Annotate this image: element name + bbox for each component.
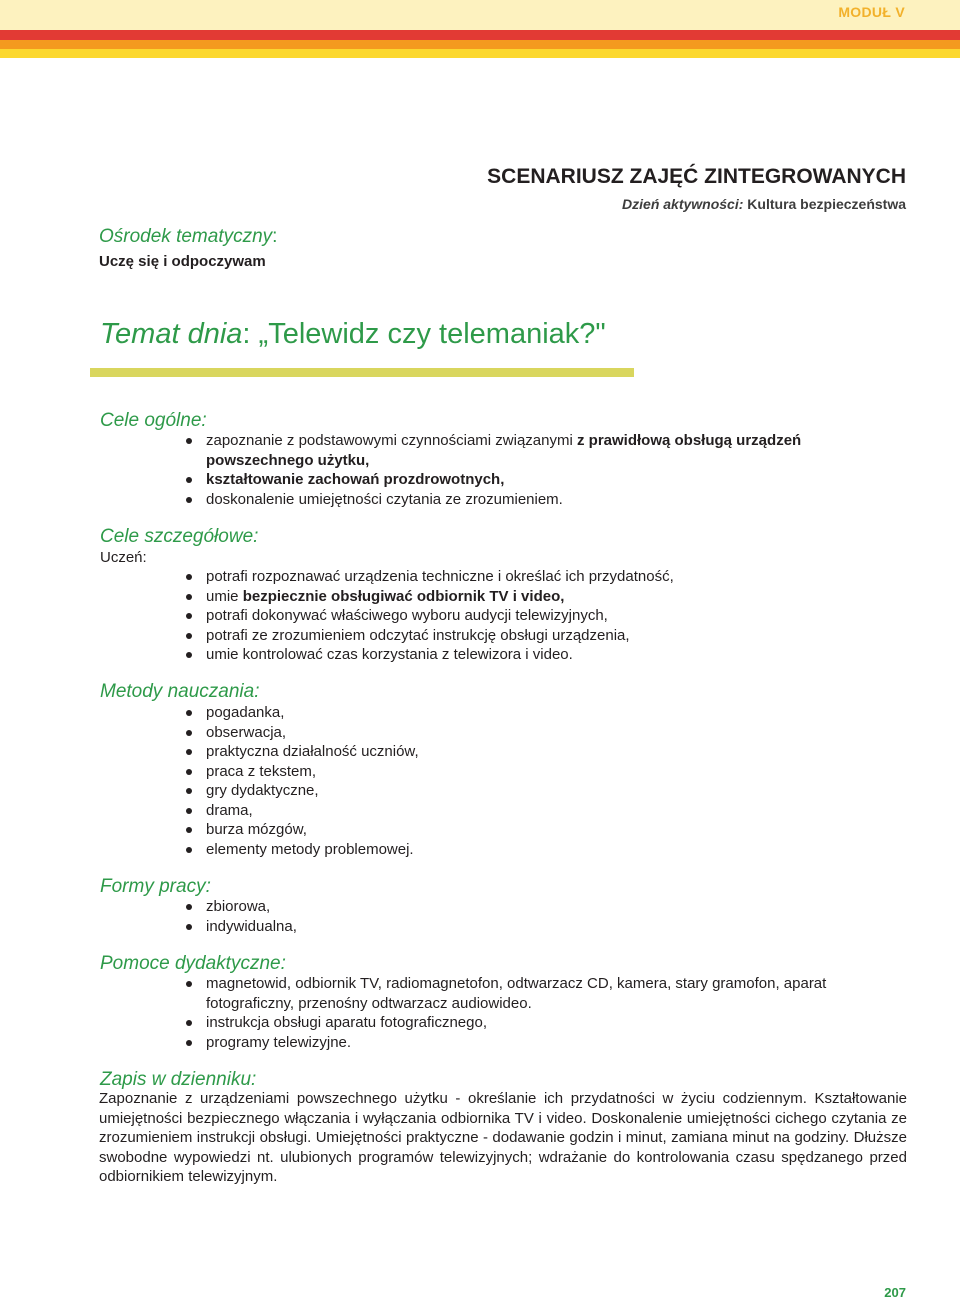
topic-heading bbox=[100, 318, 606, 351]
list-item: pogadanka, bbox=[185, 703, 885, 723]
forms-heading: Formy pracy: bbox=[100, 876, 211, 897]
list-item: praca z tekstem, bbox=[185, 762, 885, 782]
header-band-red bbox=[0, 30, 960, 40]
journal-heading: Zapis w dzienniku: bbox=[100, 1069, 257, 1090]
list-item: programy telewizyjne. bbox=[185, 1033, 885, 1053]
aids-list bbox=[185, 974, 885, 1052]
list-item: obserwacja, bbox=[185, 723, 885, 743]
list-item bbox=[185, 626, 885, 646]
specific-goals-list bbox=[185, 567, 885, 665]
list-item: indywidualna, bbox=[185, 917, 885, 937]
list-item: burza mózgów, bbox=[185, 820, 885, 840]
list-item-bold: bezpiecznie obsługiwać odbiornik TV i video, bbox=[242, 587, 565, 605]
list-item bbox=[185, 645, 885, 665]
list-item bbox=[185, 567, 885, 587]
list-item: magnetowid, odbiornik TV, radiomagnetofon, odtwarzacz CD, kamera, stary gramofon, aparat fotograficzny, przenośny odtwarzacz audiowideo. bbox=[185, 974, 885, 1013]
specific-goals-heading: Cele szczegółowe: bbox=[100, 526, 259, 547]
methods-heading: Metody nauczania: bbox=[100, 681, 260, 702]
list-item-text: potrafi dokonywać właściwego wyboru audycji telewizyjnych, bbox=[206, 607, 608, 624]
general-goals-heading: Cele ogólne: bbox=[100, 410, 207, 431]
header-strip bbox=[0, 0, 960, 30]
thematic-center-label bbox=[99, 226, 277, 248]
journal-text: Zapoznanie z urządzeniami powszechnego użytku - określanie ich przydatności w życiu codziennym. Kształtowanie umiejętności bezpiecznego włączania i wyłączania odbiornika TV i video. Doskonalenie umiejętności cichego czytania ze zrozumieniem instrukcji obsługi. Umiejętności praktyczne - dodawanie godzin i minut, zamiana minut na godziny. Dłuższe swobodne wypowiedzi nt. ulubionych programów telewizyjnych; wdrażanie do kontrolowania czasu spędzanego przed odbiornikiem telewizyjnym. bbox=[99, 1090, 907, 1185]
thematic-center-value: Uczę się i odpoczywam bbox=[99, 253, 266, 270]
list-item-bold: z prawidłową obsługą urządzeń powszechnego użytku, bbox=[206, 432, 802, 469]
topic-value: „Telewidz czy telemaniak?" bbox=[258, 318, 606, 350]
page-number: 207 bbox=[884, 1285, 906, 1300]
header-band-yellow bbox=[0, 49, 960, 58]
list-item-text: zapoznanie z podstawowymi czynnościami związanymi bbox=[206, 432, 577, 449]
forms-list bbox=[185, 897, 885, 936]
activity-day-value: Kultura bezpieczeństwa bbox=[747, 196, 906, 212]
list-item-text: umie kontrolować czas korzystania z telewizora i video. bbox=[206, 646, 573, 663]
learner-label: Uczeń: bbox=[100, 549, 147, 566]
list-item bbox=[185, 587, 885, 607]
list-item-text: potrafi ze zrozumieniem odczytać instrukcję obsługi urządzenia, bbox=[206, 626, 630, 644]
list-item: drama, bbox=[185, 801, 885, 821]
list-item-text: potrafi rozpoznawać urządzenia techniczne i określać ich przydatność, bbox=[206, 568, 674, 585]
list-item bbox=[185, 431, 885, 470]
list-item-bold: kształtowanie zachowań prozdrowotnych, bbox=[206, 471, 505, 488]
list-item: zbiorowa, bbox=[185, 897, 885, 917]
header-band-orange bbox=[0, 40, 960, 49]
activity-day-label: Dzień aktywności: bbox=[622, 196, 744, 212]
topic-label: Temat dnia bbox=[100, 318, 243, 350]
list-item: instrukcja obsługi aparatu fotograficznego, bbox=[185, 1013, 885, 1033]
aids-heading: Pomoce dydaktyczne: bbox=[100, 953, 286, 974]
list-item-text: doskonalenie umiejętności czytania ze zrozumieniem. bbox=[206, 490, 563, 508]
module-label: MODUŁ V bbox=[838, 4, 905, 20]
thematic-center-colon: : bbox=[272, 226, 278, 247]
list-item bbox=[185, 470, 885, 490]
list-item: elementy metody problemowej. bbox=[185, 840, 885, 860]
activity-day bbox=[622, 196, 906, 212]
list-item bbox=[185, 490, 885, 510]
general-goals-list bbox=[185, 431, 885, 509]
list-item bbox=[185, 606, 885, 626]
thematic-center-label-text: Ośrodek tematyczny bbox=[99, 226, 273, 247]
list-item: gry dydaktyczne, bbox=[185, 781, 885, 801]
topic-underline-bar bbox=[90, 368, 634, 377]
list-item: praktyczna działalność uczniów, bbox=[185, 742, 885, 762]
list-item-text: umie bbox=[206, 587, 243, 605]
topic-colon: : bbox=[242, 318, 251, 350]
methods-list bbox=[185, 703, 885, 859]
document-title: SCENARIUSZ ZAJĘĆ ZINTEGROWANYCH bbox=[487, 165, 906, 188]
